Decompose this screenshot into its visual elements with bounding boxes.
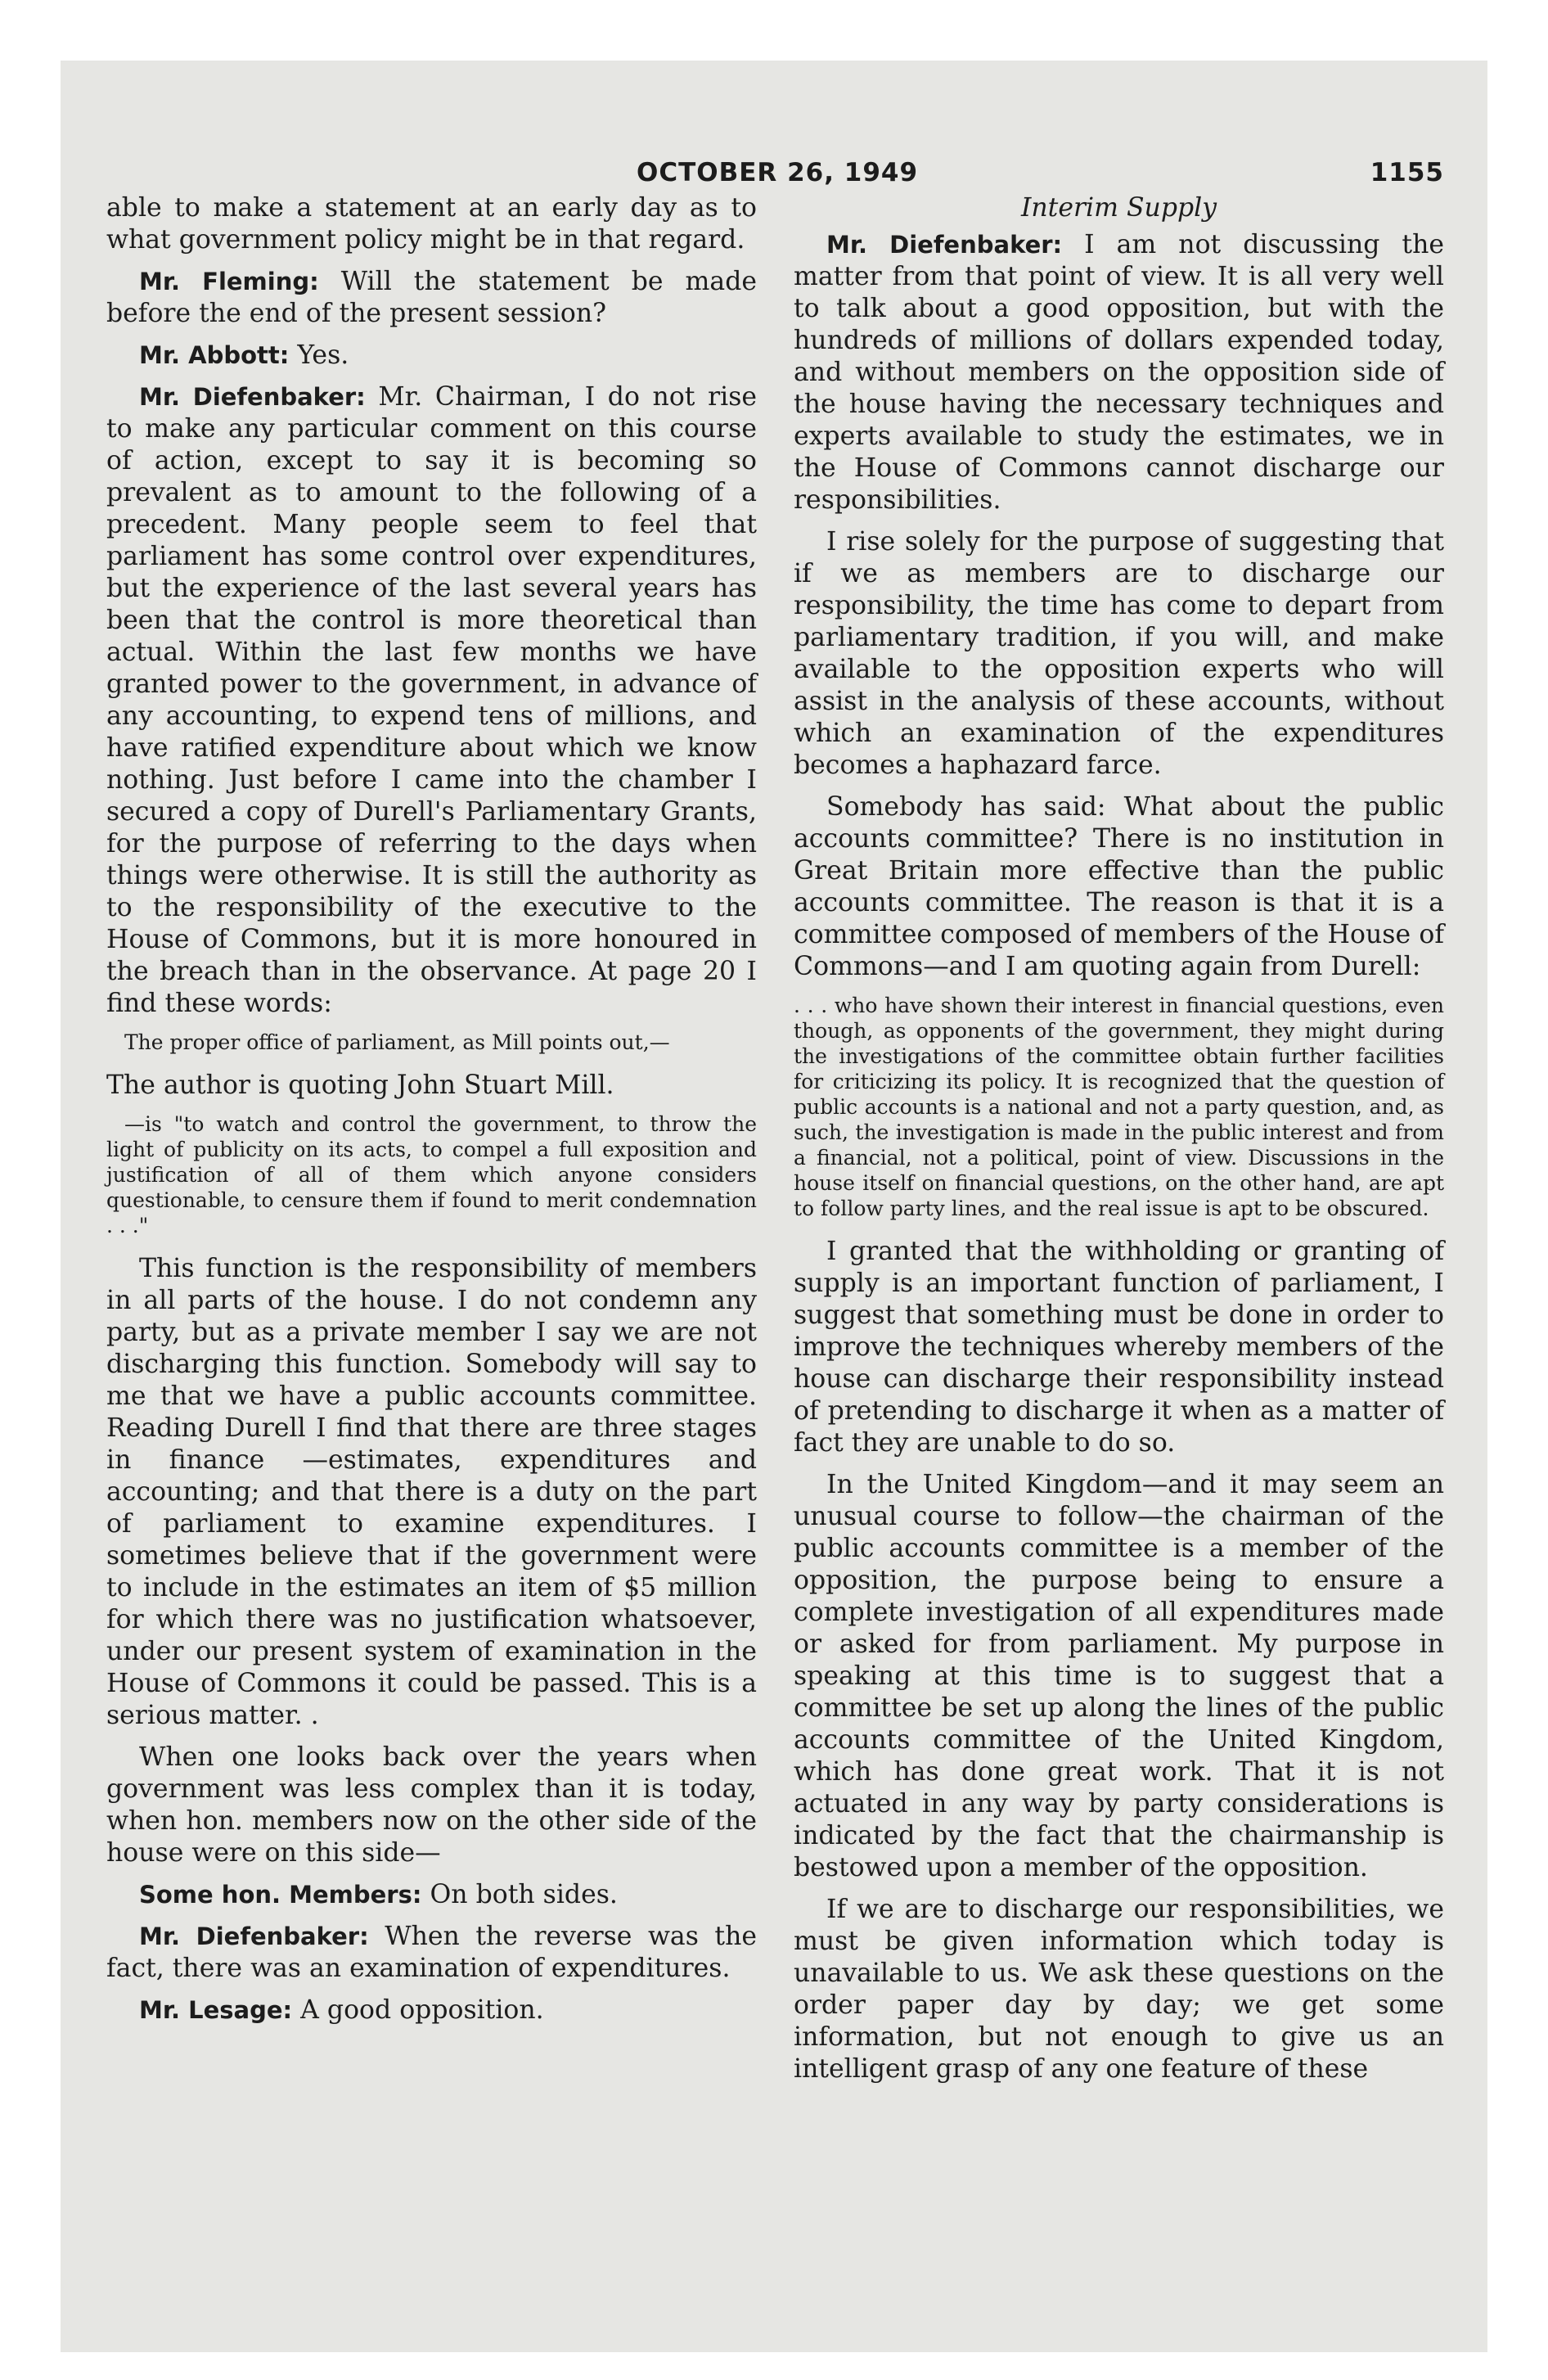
paragraph <box>106 1742 757 1869</box>
speaker-paragraph <box>106 1921 757 1985</box>
right-column-text <box>794 229 1444 2085</box>
block-quote: —is "to watch and control the government, to throw the light of publicity on its acts, to compel a full exposition and justification of all of them which anyone considers questionable, to censure them if found to merit condemnation . . ." <box>106 1112 757 1237</box>
speaker-paragraph <box>106 1879 757 1911</box>
header-page-number: 1155 <box>1370 158 1444 187</box>
paragraph-text: I am not discussing the matter from that point of view. It is all very well to talk about a good opposition, but with the hundreds of millions of dollars expended today, and without members on the opposition side of the house having the necessary techniques and experts available to study the estimates, we in the House of Commons cannot discharge our responsibilities. <box>794 230 1444 515</box>
speaker-name: Mr. Abbott: <box>139 341 290 369</box>
block-quote: The proper office of parliament, as Mill points out,— <box>124 1030 670 1054</box>
running-header <box>106 151 1444 192</box>
paragraph-text: I granted that the withholding or granting of supply is an important function of parliament, I suggest that something must be done in order to improve the techniques whereby members of the house can discharge their responsibility instead of pretending to discharge it when as a matter of fact they are unable to do so. <box>794 1237 1444 1458</box>
paragraph-text: In the United Kingdom—and it may seem an unusual course to follow—the chairman of the public accounts committee is a member of the opposition, the purpose being to ensure a complete investigation of all expenditures made or asked for from parliament. My purpose in speaking at this time is to suggest that a committee be set up along the lines of the public accounts committee of the United Kingdom, which has done great work. That it is not actuated in any way by party considerations is indicated by the fact that the chairmanship is bestowed upon a member of the opposition. <box>794 1470 1444 1882</box>
paragraph <box>794 1236 1444 1459</box>
speaker-name: Mr. Diefenbaker: <box>826 231 1063 259</box>
header-date: OCTOBER 26, 1949 <box>637 158 919 187</box>
block-quote: . . . who have shown their interest in financial questions, even though, as opponents of the government, they might during the investigations of the committee obtain further facilities for criticizing its policy. It is recognized that the question of public accounts is a national and not a party question, and, as such, the investigation is made in the public interest and from a financial, not a political, point of view. Discussions in the house itself on financial questions, on the other hand, are apt to follow party lines, and the real issue is apt to be obscured. <box>794 994 1444 1220</box>
speaker-paragraph <box>106 340 757 372</box>
paragraph <box>106 1070 757 1102</box>
paragraph-text: Somebody has said: What about the public accounts committee? There is no institution in Great Britain more effective than the public accounts committee. The reason is that it is a committee composed of members of the House of Commons—and I am quoting again from Durell: <box>794 792 1444 981</box>
section-heading: Interim Supply <box>1020 193 1217 223</box>
paragraph <box>794 1469 1444 1884</box>
right-column <box>794 192 1444 2095</box>
speaker-paragraph <box>106 381 757 1020</box>
speaker-paragraph <box>106 266 757 330</box>
paragraph-text: When one looks back over the years when government was less complex than it is today, when hon. members now on the other side of the house were on this side— <box>106 1742 757 1868</box>
speaker-name: Mr. Diefenbaker: <box>139 1922 369 1950</box>
paragraph-text: On both sides. <box>430 1880 618 1909</box>
paragraph-text: The author is quoting John Stuart Mill. <box>106 1071 614 1100</box>
speaker-name: Mr. Fleming: <box>139 268 319 295</box>
paragraph-text: I rise solely for the purpose of suggesting that if we as members are to discharge our responsibility, the time has come to depart from parliamentary tradition, if you will, and make available to the opposition experts who will assist in the analysis of these accounts, without which an examination of the expenditures becomes a haphazard farce. <box>794 527 1444 780</box>
paragraph-text: If we are to discharge our responsibilities, we must be given information which today is unavailable to us. We ask these questions on the order paper day by day; we get some information, but not enough to give us an intelligent grasp of any one feature of these <box>794 1895 1444 2084</box>
speaker-name: Mr. Lesage: <box>139 1996 293 2024</box>
paragraph <box>106 192 757 256</box>
speaker-paragraph <box>106 1995 757 2026</box>
speaker-paragraph <box>794 229 1444 516</box>
paragraph-text: A good opposition. <box>300 1995 544 2025</box>
paragraph-text: Will the statement be made before the end of the present session? <box>106 267 758 328</box>
paragraph-text: This function is the responsibility of members in all parts of the house. I do not condemn any party, but as a private member I say we are not discharging this function. Somebody will say to me that we have a public accounts committee. Reading Durell I find that there are three stages in finance —estimates, expenditures and accounting; and that there is a duty on the part of parliament to examine expenditures. I sometimes believe that if the government were to include in the estimates an item of $5 million for which there was no justification whatsoever, under our present system of examination in the House of Commons it could be passed. This is a serious matter. . <box>106 1254 757 1730</box>
paragraph-text: able to make a statement at an early day as to what government policy might be in that regard. <box>106 193 757 255</box>
paragraph-text: Yes. <box>297 340 349 370</box>
paragraph <box>794 1894 1444 2085</box>
left-column <box>106 192 757 2095</box>
paragraph-text: When the reverse was the fact, there was an examination of expenditures. <box>106 1922 757 1983</box>
paragraph <box>106 1253 757 1732</box>
paragraph <box>794 791 1444 983</box>
speaker-name: Mr. Diefenbaker: <box>139 383 366 411</box>
paragraph-text: Mr. Chairman, I do not rise to make any particular comment on this course of action, except to say it is becoming so prevalent as to amount to the following of a precedent. Many people seem to feel that parliament has some control over expenditures, but the experience of the last several years has been that the control is more theoretical than actual. Within the last few months we have granted power to the government, in advance of any accounting, to expend tens of millions, and have ratified expenditure about which we know nothing. Just before I came into the chamber I secured a copy of Durell's Parliamentary Grants, for the purpose of referring to the days when things were otherwise. It is still the authority as to the responsibility of the executive to the House of Commons, but it is more honoured in the breach than in the observance. At page 20 I find these words: <box>106 382 758 1018</box>
hansard-page <box>106 151 1444 2288</box>
paragraph <box>794 526 1444 782</box>
two-column-body <box>106 192 1444 2095</box>
speaker-name: Some hon. Members: <box>139 1881 422 1909</box>
